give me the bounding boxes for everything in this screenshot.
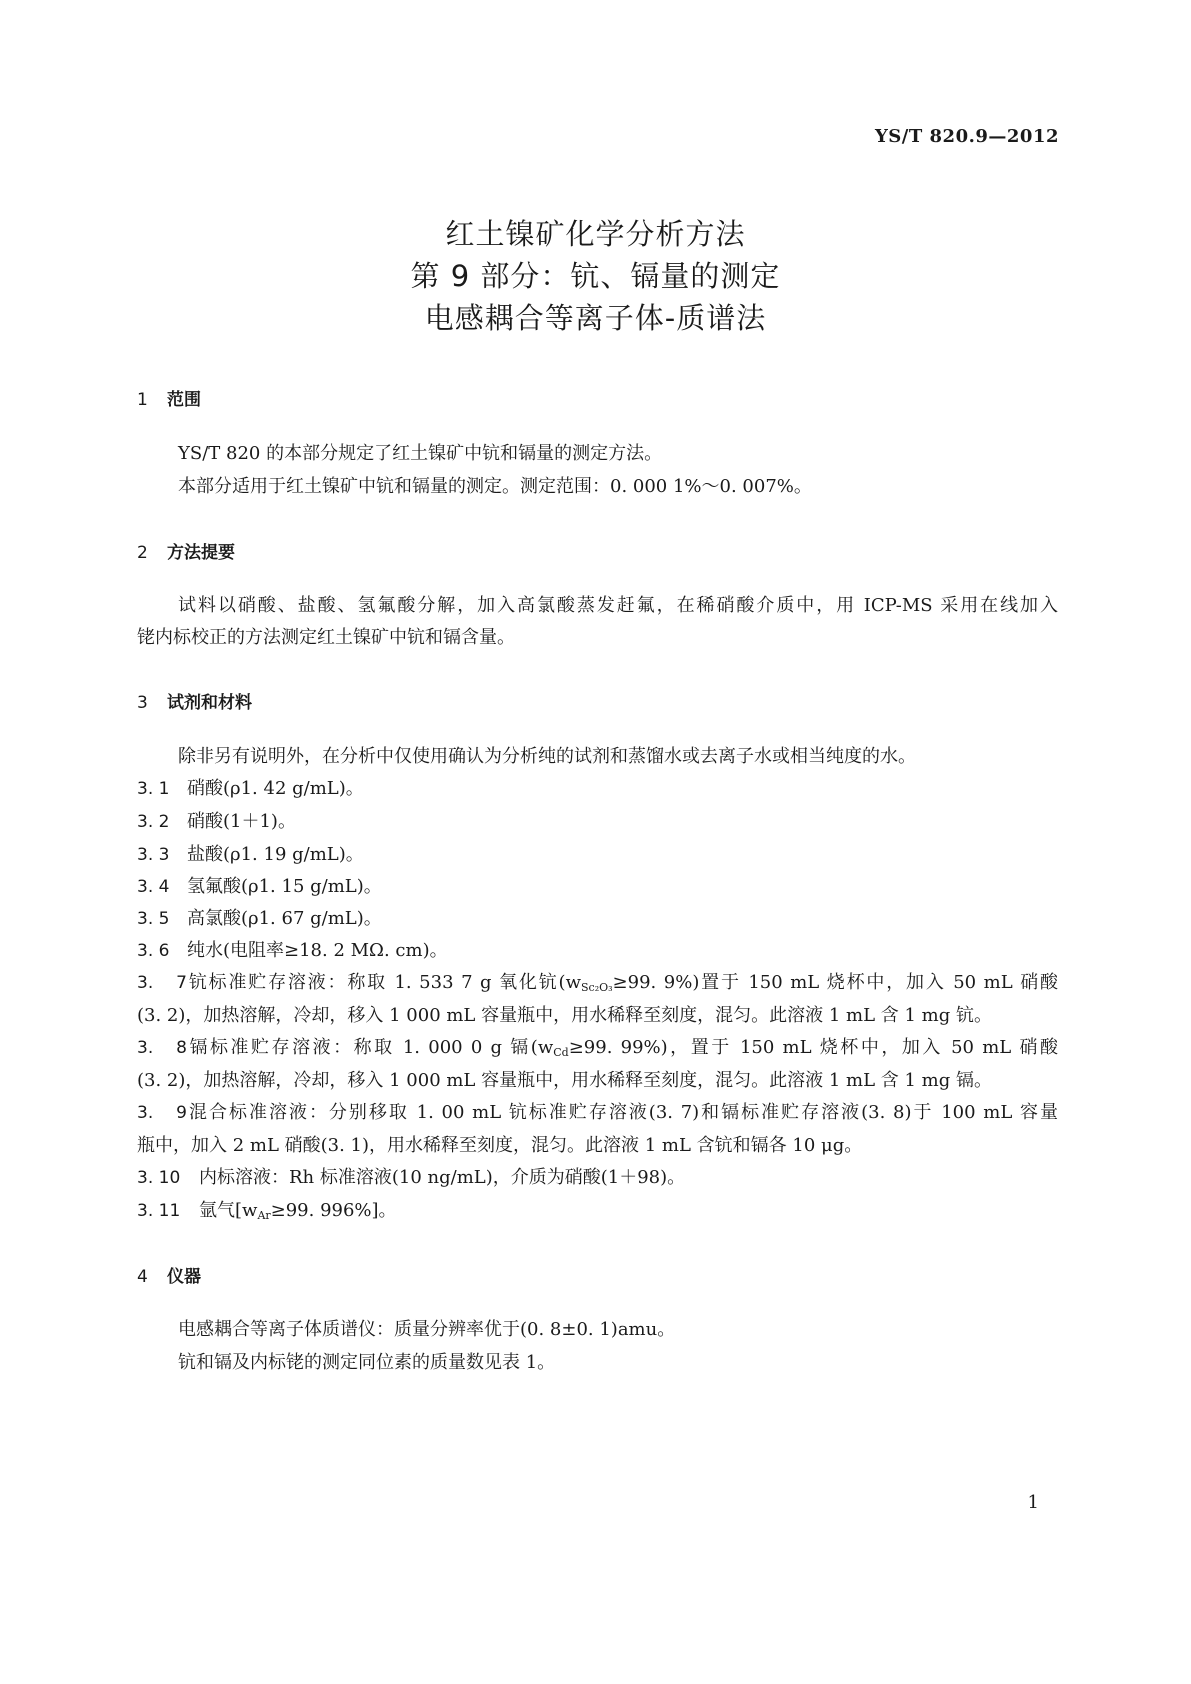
- section-number: 4: [137, 1267, 148, 1287]
- item-number: 3. 3: [137, 845, 170, 865]
- item-text-b: ≥99. 9%)置于 150 mL 烧杯中，加入 50 mL 硝酸: [612, 972, 1059, 993]
- item-text-b: ≥99. 996%]。: [270, 1200, 397, 1221]
- section-2-paragraph-line-2: 铑内标校正的方法测定红土镍矿中钪和镉含量。: [137, 627, 515, 648]
- section-1-paragraph-2: 本部分适用于红土镍矿中钪和镉量的测定。测定范围：0. 000 1%～0. 007%。: [178, 476, 812, 497]
- item-number: 3. 5: [137, 909, 170, 929]
- standard-code: YS/T 820.9—2012: [874, 126, 1059, 147]
- item-number: 3. 9: [137, 1103, 187, 1123]
- title-line-2: 第 9 部分：钪、镉量的测定: [410, 259, 781, 293]
- item-number: 3. 4: [137, 877, 170, 897]
- item-number: 3. 8: [137, 1038, 187, 1058]
- item-text: 混合标准溶液：分别移取 1. 00 mL 钪标准贮存溶液(3. 7)和镉标准贮存溶液(3. 8)于 100 mL 容量: [187, 1102, 1058, 1123]
- item-number: 3. 6: [137, 941, 170, 961]
- section-number: 3: [137, 693, 148, 713]
- item-text-a: 镉标准贮存溶液：称取 1. 000 0 g 镉(w: [187, 1037, 554, 1058]
- section-title: 范围: [167, 390, 201, 410]
- item-text: 高氯酸(ρ1. 67 g/mL)。: [187, 908, 382, 929]
- item-text: 硝酸(ρ1. 42 g/mL)。: [187, 778, 364, 799]
- section-number: 2: [137, 543, 148, 563]
- section-3-intro: 除非另有说明外，在分析中仅使用确认为分析纯的试剂和蒸馏水或去离子水或相当纯度的水。: [178, 746, 916, 767]
- section-2-paragraph-line-1: 试料以硝酸、盐酸、氢氟酸分解，加入高氯酸蒸发赶氟，在稀硝酸介质中，用 ICP-MS 采用在线加入: [178, 595, 1058, 616]
- item-text-a: 钪标准贮存溶液：称取 1. 533 7 g 氧化钪(w: [187, 972, 581, 993]
- item-3-10: [137, 1161, 1058, 1195]
- item-3-11: [137, 1194, 1058, 1232]
- item-text-b: ≥99. 99%)，置于 150 mL 烧杯中，加入 50 mL 硝酸: [568, 1037, 1058, 1058]
- section-4-paragraph-1: 电感耦合等离子体质谱仪：质量分辨率优于(0. 8±0. 1)amu。: [178, 1319, 676, 1340]
- item-3-8-line-2: (3. 2)，加热溶解，冷却，移入 1 000 mL 容量瓶中，用水稀释至刻度，混匀。此溶液 1 mL 含 1 mg 镉。: [137, 1070, 992, 1091]
- item-number: 3. 7: [137, 973, 187, 993]
- item-3-3: [137, 838, 1058, 872]
- item-text: 纯水(电阻率≥18. 2 MΩ. cm)。: [187, 940, 448, 961]
- formula-subscript: Sc₂O₃: [581, 981, 613, 994]
- section-title: 方法提要: [167, 543, 235, 563]
- item-number: 3. 11: [137, 1201, 181, 1221]
- item-3-6: [137, 934, 1058, 968]
- item-3-4: [137, 870, 1058, 904]
- section-1-heading: [137, 385, 201, 410]
- page-number: 1: [1027, 1492, 1039, 1513]
- item-3-2: [137, 805, 1058, 839]
- item-text: 内标溶液：Rh 标准溶液(10 ng/mL)，介质为硝酸(1＋98)。: [199, 1167, 686, 1188]
- formula-subscript: Ar: [257, 1209, 271, 1222]
- item-3-5: [137, 902, 1058, 936]
- section-4-heading: [137, 1262, 201, 1287]
- item-text: 氢氟酸(ρ1. 15 g/mL)。: [187, 876, 382, 897]
- section-number: 1: [137, 390, 148, 410]
- item-3-9-line-2: 瓶中，加入 2 mL 硝酸(3. 1)，用水稀释至刻度，混匀。此溶液 1 mL 含钪和镉各 10 μg。: [137, 1135, 863, 1156]
- item-number: 3. 10: [137, 1168, 181, 1188]
- section-title: 仪器: [167, 1267, 201, 1287]
- item-text: 硝酸(1＋1)。: [187, 811, 296, 832]
- title-line-3: 电感耦合等离子体-质谱法: [424, 301, 767, 335]
- section-2-heading: [137, 538, 235, 563]
- title-line-1: 红土镍矿化学分析方法: [445, 217, 746, 251]
- section-4-paragraph-2: 钪和镉及内标铑的测定同位素的质量数见表 1。: [178, 1352, 556, 1373]
- item-number: 3. 2: [137, 812, 170, 832]
- item-3-1: [137, 772, 1058, 806]
- item-3-7-line-2: (3. 2)，加热溶解，冷却，移入 1 000 mL 容量瓶中，用水稀释至刻度，混匀。此溶液 1 mL 含 1 mg 钪。: [137, 1005, 992, 1026]
- section-3-heading: [137, 688, 252, 713]
- item-text-a: 氩气[w: [199, 1200, 258, 1221]
- formula-subscript: Cd: [553, 1046, 569, 1059]
- section-1-paragraph-1: YS/T 820 的本部分规定了红土镍矿中钪和镉量的测定方法。: [178, 443, 663, 464]
- item-number: 3. 1: [137, 779, 170, 799]
- item-text: 盐酸(ρ1. 19 g/mL)。: [187, 844, 364, 865]
- item-3-9-line-1: [137, 1096, 1058, 1130]
- section-title: 试剂和材料: [167, 693, 252, 713]
